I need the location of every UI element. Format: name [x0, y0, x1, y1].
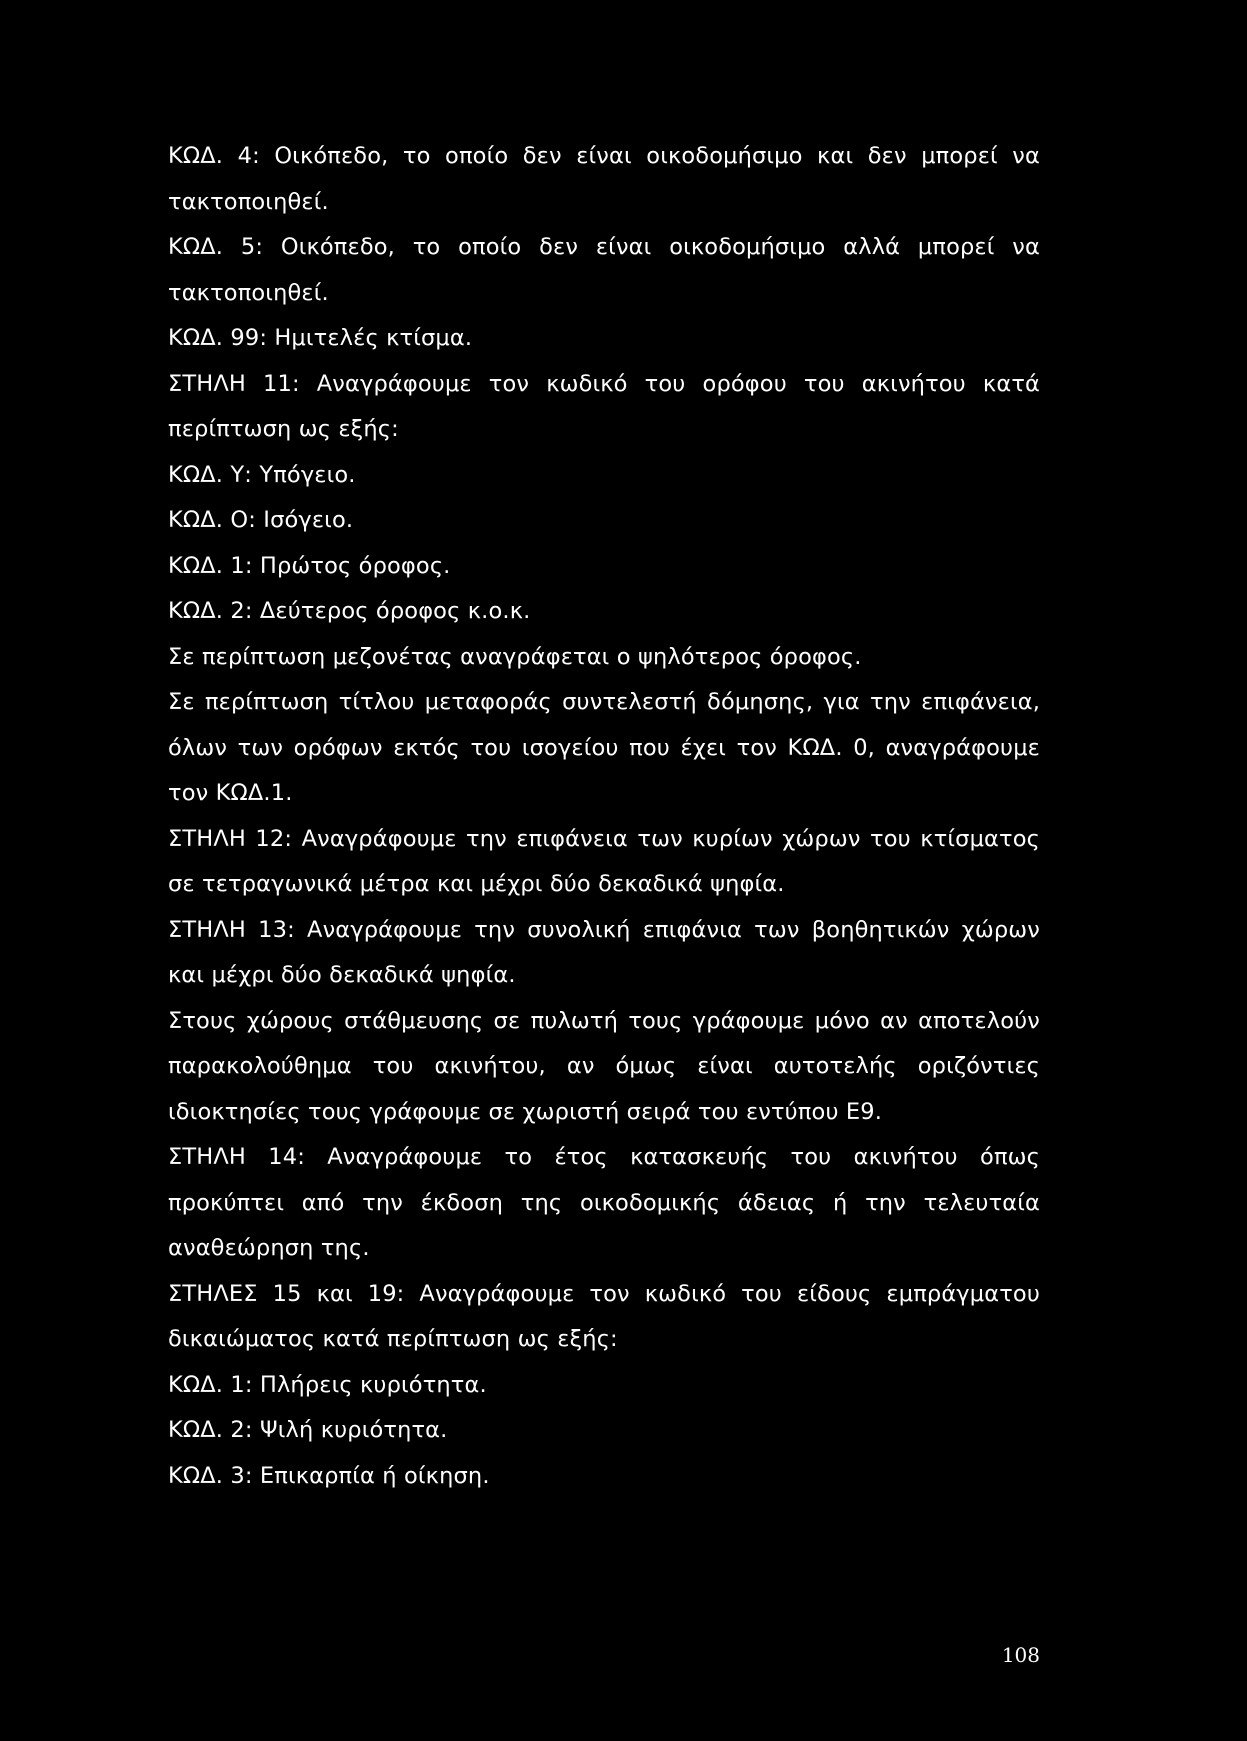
paragraph-code-4: ΚΩΔ. 4: Οικόπεδο, το οποίο δεν είναι οικοδομήσιμο και δεν μπορεί να τακτοποιηθεί.: [168, 143, 1040, 215]
paragraph-code-5: ΚΩΔ. 5: Οικόπεδο, το οποίο δεν είναι οικοδομήσιμο αλλά μπορεί να τακτοποιηθεί.: [168, 234, 1040, 306]
document-body: [168, 134, 1040, 1499]
paragraph-columns-15-19: ΣΤΗΛΕΣ 15 και 19: Αναγράφουμε τον κωδικό του είδους εμπράγματου δικαιώματος κατά περίπτωση ως εξής:: [168, 1280, 1040, 1352]
paragraph-code-99: ΚΩΔ. 99: Ημιτελές κτίσμα.: [168, 325, 473, 351]
page-number: 108: [1001, 1643, 1040, 1667]
paragraph-code-bare-ownership: ΚΩΔ. 2: Ψιλή κυριότητα.: [168, 1417, 448, 1443]
paragraph-code-ground: ΚΩΔ. Ο: Ισόγειο.: [168, 507, 354, 533]
paragraph-code-basement: ΚΩΔ. Υ: Υπόγειο.: [168, 461, 356, 488]
paragraph-maisonette: Σε περίπτωση μεζονέτας αναγράφεται ο ψηλότερος όροφος.: [168, 643, 862, 670]
paragraph-column-14: ΣΤΗΛΗ 14: Αναγράφουμε το έτος κατασκευής του ακινήτου όπως προκύπτει από την έκδοση της οικοδομικής άδειας ή την τελευταία αναθεώρηση της.: [168, 1144, 1040, 1261]
paragraph-code-usufruct: ΚΩΔ. 3: Επικαρπία ή οίκηση.: [168, 1462, 490, 1489]
paragraph-parking: Στους χώρους στάθμευσης σε πυλωτή τους γράφουμε μόνο αν αποτελούν παρακολούθημα του ακινήτου, αν όμως είναι αυτοτελής οριζόντιες ιδιοκτησίες τους γράφουμε σε χωριστή σειρά του εντύπου Ε9.: [168, 1007, 1040, 1125]
paragraph-transfer-title: Σε περίπτωση τίτλου μεταφοράς συντελεστή δόμησης, για την επιφάνεια, όλων των ορόφων εκτός του ισογείου που έχει τον ΚΩΔ. 0, αναγράφουμε τον ΚΩΔ.1.: [168, 689, 1040, 806]
paragraph-column-12: ΣΤΗΛΗ 12: Αναγράφουμε την επιφάνεια των κυρίων χώρων του κτίσματος σε τετραγωνικά μέτρα και μέχρι δύο δεκαδικά ψηφία.: [168, 825, 1040, 897]
paragraph-code-full-ownership: ΚΩΔ. 1: Πλήρεις κυριότητα.: [168, 1371, 487, 1398]
paragraph-column-11: ΣΤΗΛΗ 11: Αναγράφουμε τον κωδικό του ορόφου του ακινήτου κατά περίπτωση ως εξής:: [168, 370, 1040, 442]
paragraph-code-second-floor: ΚΩΔ. 2: Δεύτερος όροφος κ.ο.κ.: [168, 598, 531, 624]
paragraph-code-first-floor: ΚΩΔ. 1: Πρώτος όροφος.: [168, 552, 451, 579]
paragraph-column-13: ΣΤΗΛΗ 13: Αναγράφουμε την συνολική επιφάνια των βοηθητικών χώρων και μέχρι δύο δεκαδικά ψηφία.: [168, 916, 1040, 988]
